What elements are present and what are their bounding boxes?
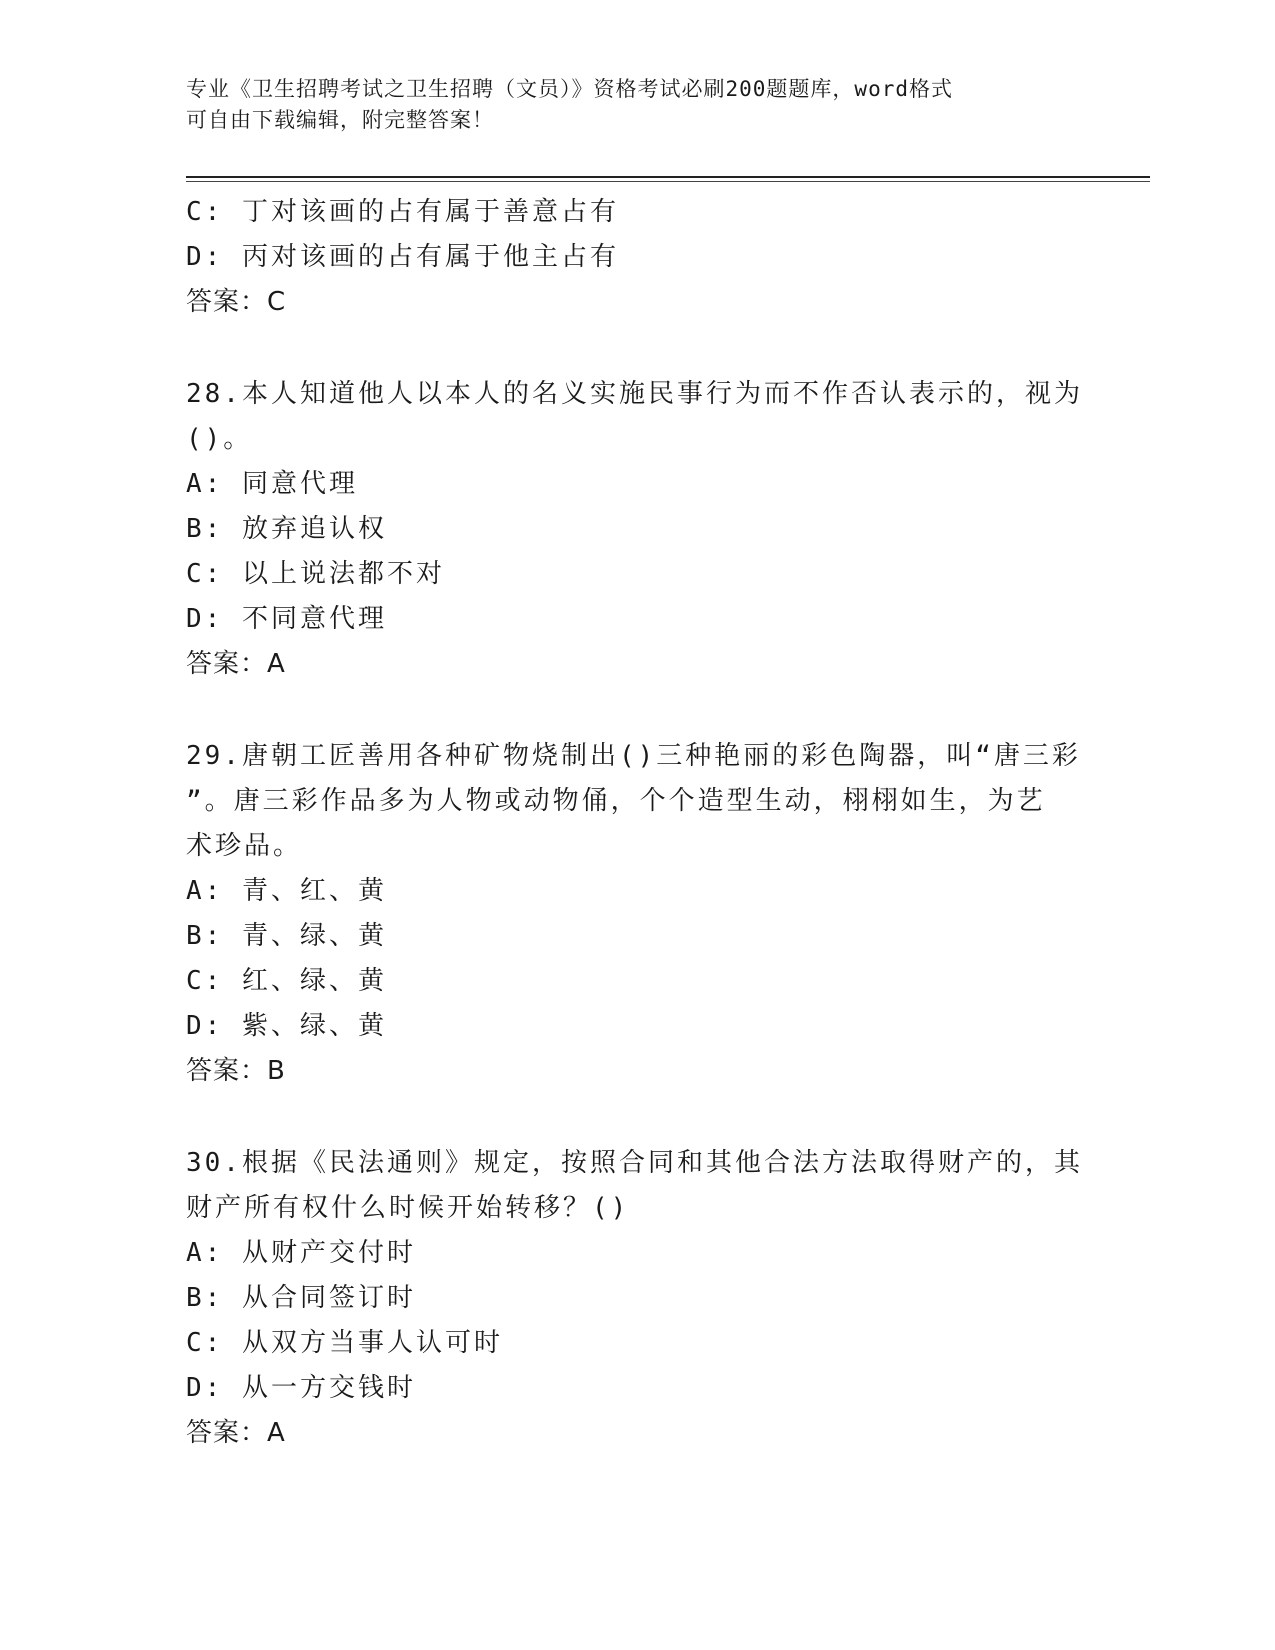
- answer-line: 答案：B: [186, 1056, 286, 1086]
- spacer: [186, 325, 1086, 372]
- option-a: A: 同意代理: [186, 469, 358, 499]
- prev-question-block: [186, 190, 1086, 325]
- option-a: A: 从财产交付时: [186, 1238, 416, 1268]
- option-d: D: 不同意代理: [186, 604, 387, 634]
- option-b: B: 放弃追认权: [186, 514, 387, 544]
- question-28: [186, 372, 1086, 687]
- question-29: [186, 734, 1086, 1094]
- question-content: [186, 190, 1086, 1456]
- option-c: C: 从双方当事人认可时: [186, 1328, 503, 1358]
- header-rule-thick: [186, 176, 1150, 178]
- question-stem-line: ()。: [186, 424, 253, 454]
- option-d: D: 丙对该画的占有属于他主占有: [186, 242, 619, 272]
- document-header: [186, 74, 1086, 136]
- question-stem-line: 29.唐朝工匠善用各种矿物烧制出()三种艳丽的彩色陶器，叫“唐三彩: [186, 741, 1081, 771]
- option-a: A: 青、红、黄: [186, 876, 387, 906]
- spacer: [186, 687, 1086, 734]
- option-b: B: 从合同签订时: [186, 1283, 416, 1313]
- header-line-1: 专业《卫生招聘考试之卫生招聘（文员）》资格考试必刷200题题库，word格式: [186, 77, 953, 101]
- question-stem-line: 术珍品。: [186, 831, 303, 861]
- answer-line: 答案：A: [186, 649, 286, 679]
- header-line-2: 可自由下载编辑，附完整答案！: [186, 108, 494, 132]
- answer-line: 答案：A: [186, 1418, 286, 1448]
- option-d: D: 紫、绿、黄: [186, 1011, 387, 1041]
- header-rule-thin: [186, 181, 1150, 182]
- question-stem-line: ”。唐三彩作品多为人物或动物俑，个个造型生动，栩栩如生，为艺: [186, 786, 1046, 816]
- option-c: C: 以上说法都不对: [186, 559, 445, 589]
- spacer: [186, 1094, 1086, 1141]
- option-c: C: 红、绿、黄: [186, 966, 387, 996]
- question-stem-line: 28.本人知道他人以本人的名义实施民事行为而不作否认表示的，视为: [186, 379, 1083, 409]
- question-stem-line: 30.根据《民法通则》规定，按照合同和其他合法方法取得财产的，其: [186, 1148, 1083, 1178]
- question-stem-line: 财产所有权什么时候开始转移？(): [186, 1193, 630, 1223]
- option-d: D: 从一方交钱时: [186, 1373, 416, 1403]
- answer-line: 答案：C: [186, 287, 287, 317]
- question-30: [186, 1141, 1086, 1456]
- option-b: B: 青、绿、黄: [186, 921, 387, 951]
- option-c: C: 丁对该画的占有属于善意占有: [186, 197, 619, 227]
